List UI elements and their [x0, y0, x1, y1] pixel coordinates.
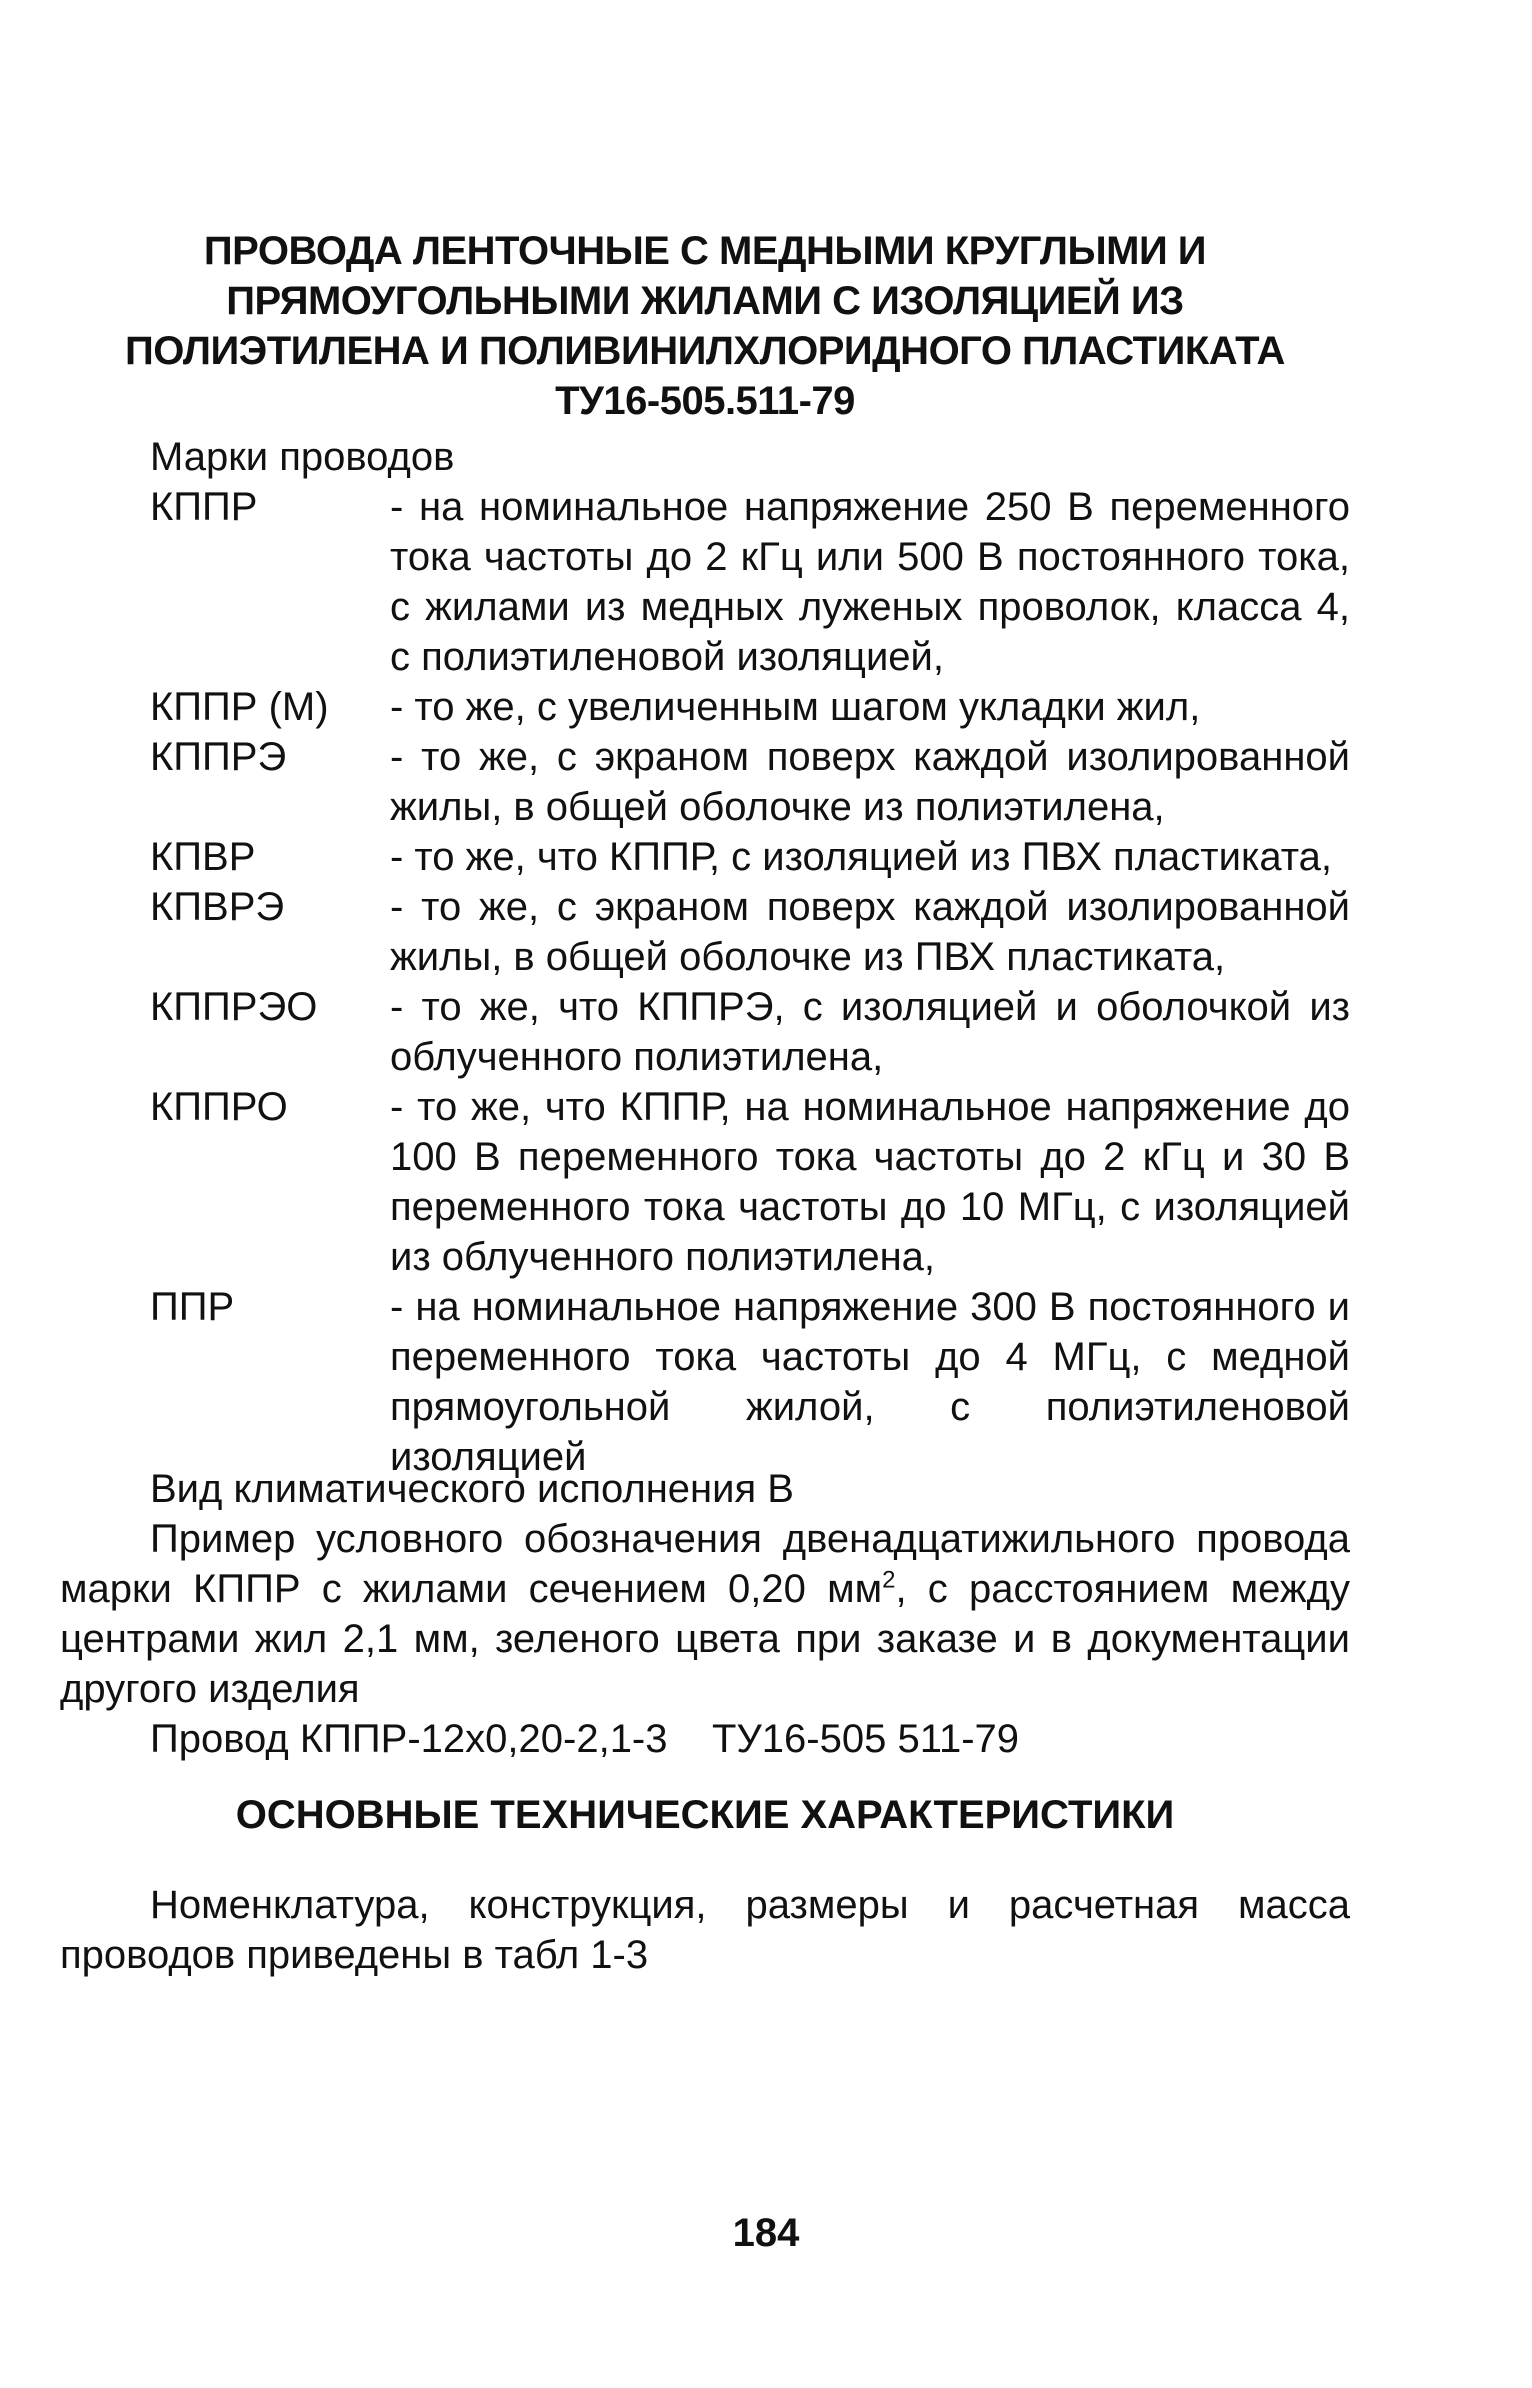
designation-line — [150, 1714, 1019, 1764]
brand-entry — [150, 732, 1350, 832]
nomenclature-paragraph — [60, 1880, 1350, 1980]
brand-description: - то же, с экраном поверх каждой изолированной жилы, в общей оболочке из полиэтилена, — [390, 735, 1350, 829]
example-text-part2: , с расстоянием между центрами жил 2,1 мм, зеленого цвета при заказе и в документации другого изделия — [60, 1567, 1351, 1711]
brands-list — [150, 482, 1350, 1482]
designation-standard: ТУ16-505 511-79 — [711, 1717, 1020, 1761]
brand-description: - то же, с увеличенным шагом укладки жил, — [390, 685, 1201, 729]
brand-entry — [150, 982, 1350, 1082]
climate-version: Вид климатического исполнения В — [150, 1467, 794, 1511]
brand-code: КППР (М) — [150, 685, 329, 729]
brand-description: - на номинальное напряжение 250 В переменного тока частоты до 2 кГц или 500 В постоянного тока, с жилами из медных луженых проволок, класса 4, с полиэтиленовой изоляцией, — [390, 485, 1350, 679]
title-line-1: ПРОВОДА ЛЕНТОЧНЫЕ С МЕДНЫМИ КРУГЛЫМИ И — [203, 229, 1207, 273]
brand-entry — [150, 682, 1350, 732]
brand-entry — [150, 1082, 1350, 1282]
brands-intro: Марки проводов — [150, 435, 455, 479]
section-title: ОСНОВНЫЕ ТЕХНИЧЕСКИЕ ХАРАКТЕРИСТИКИ — [235, 1793, 1175, 1837]
nomenclature-text: Номенклатура, конструкция, размеры и расчетная масса проводов приведены в табл 1-3 — [60, 1883, 1350, 1977]
brand-entry — [150, 1282, 1350, 1482]
brand-entry — [150, 482, 1350, 682]
brand-description: - то же, что КППРЭ, с изоляцией и оболочкой из облученного полиэтилена, — [390, 985, 1350, 1079]
brand-entry — [150, 882, 1350, 982]
document-title — [60, 226, 1350, 426]
brand-description: - на номинальное напряжение 300 В постоянного и переменного тока частоты до 4 МГц, с медной прямоугольной жилой, с полиэтиленовой изоляцией — [390, 1285, 1350, 1479]
brand-description: - то же, с экраном поверх каждой изолированной жилы, в общей оболочке из ПВХ пластиката, — [390, 885, 1350, 979]
example-text-part1: Пример условного обозначения двенадцатижильного провода марки КППР с жилами сечением 0,20 мм — [60, 1517, 1350, 1611]
page-number: 184 — [732, 2211, 800, 2255]
brand-code: КППР — [150, 485, 258, 529]
brand-description: - то же, что КППР, на номинальное напряжение до 100 В переменного тока частоты до 2 кГц и 30 В переменного тока частоты до 10 МГц, с изоляцией из облученного полиэтилена, — [390, 1085, 1350, 1279]
designation-code: Провод КППР-12х0,20-2,1-3 — [150, 1717, 668, 1761]
brand-code: КПВРЭ — [150, 885, 285, 929]
title-line-3: ПОЛИЭТИЛЕНА И ПОЛИВИНИЛХЛОРИДНОГО ПЛАСТИКАТА — [125, 329, 1285, 373]
brand-code: КППРО — [150, 1085, 288, 1129]
brand-entry — [150, 832, 1350, 882]
title-standard: ТУ16-505.511-79 — [555, 379, 855, 423]
brand-description: - то же, что КППР, с изоляцией из ПВХ пластиката, — [390, 835, 1332, 879]
superscript-2: 2 — [882, 1566, 896, 1594]
brand-code: КППРЭ — [150, 735, 287, 779]
brand-code: КПВР — [150, 835, 256, 879]
brand-code: КППРЭО — [150, 985, 318, 1029]
title-line-2: ПРЯМОУГОЛЬНЫМИ ЖИЛАМИ С ИЗОЛЯЦИЕЙ ИЗ — [226, 279, 1184, 323]
brand-code: ППР — [150, 1285, 235, 1329]
example-paragraph — [60, 1514, 1350, 1714]
